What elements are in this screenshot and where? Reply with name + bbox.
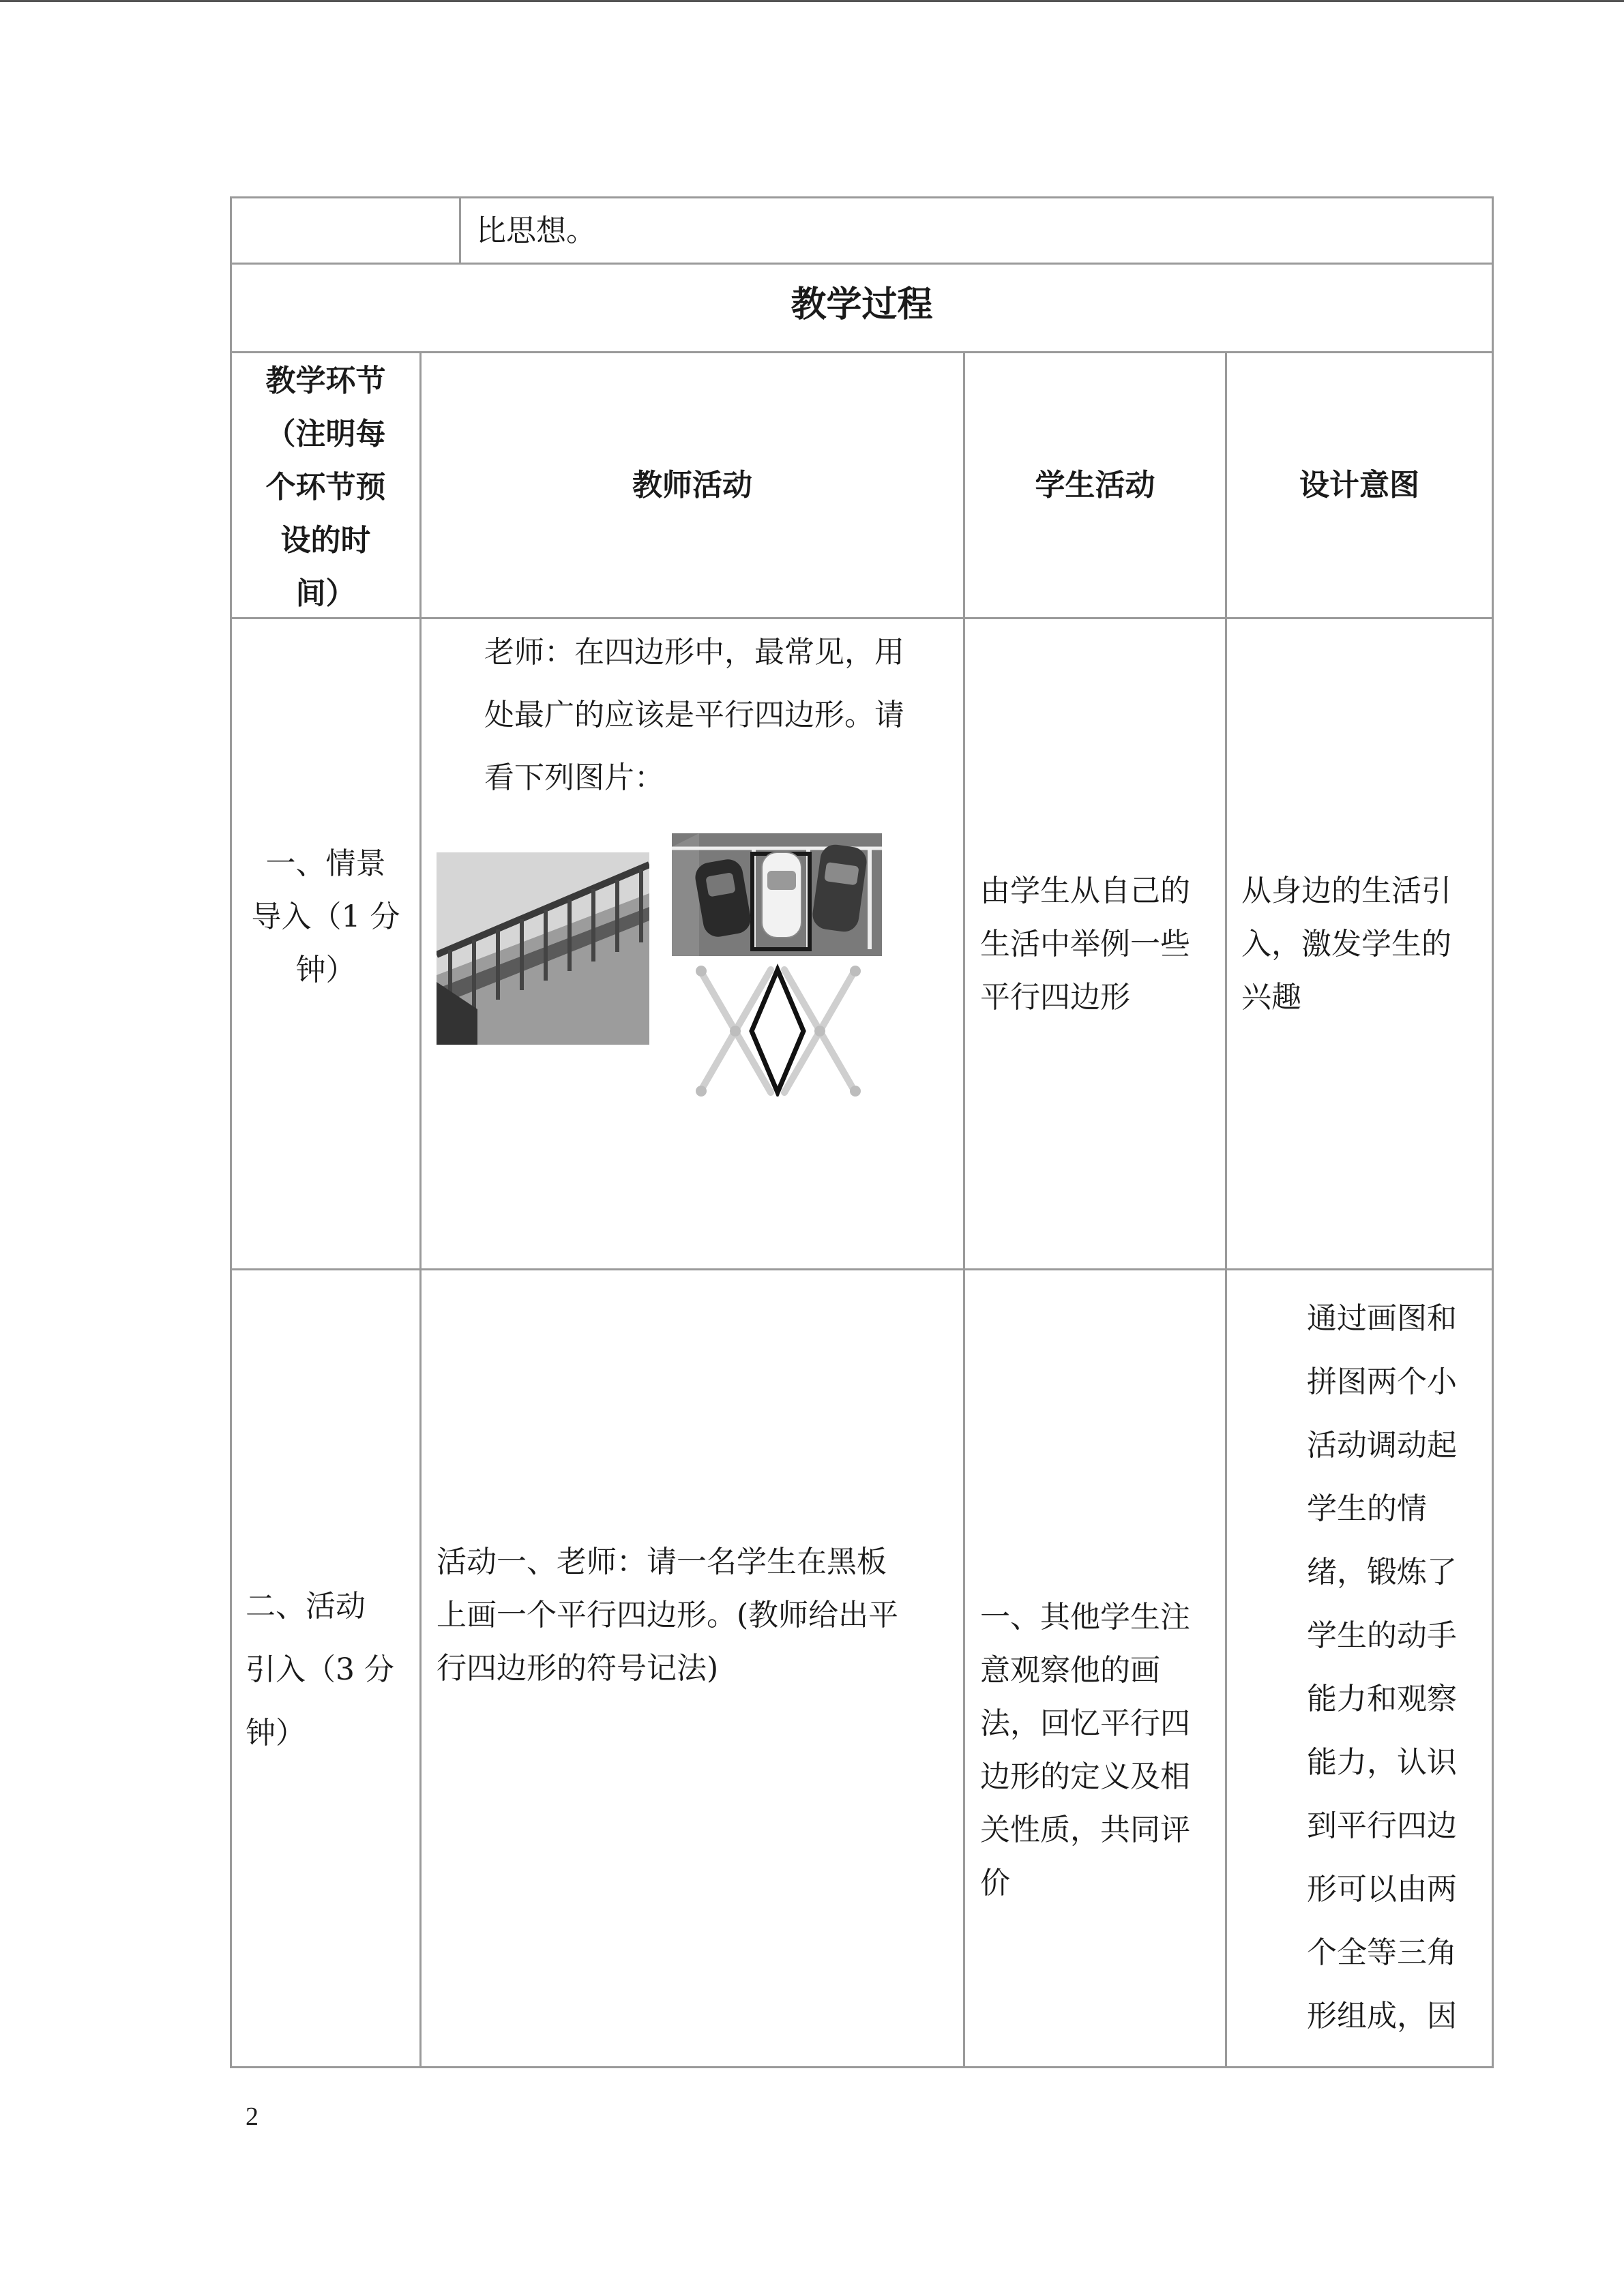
row1-stage-line: 导入（1 分	[251, 899, 400, 934]
row2-stage-line: 引入（3 分	[246, 1652, 394, 1687]
row2-intent-line: 学生的动手	[1307, 1618, 1457, 1653]
row2-stage-line: 二、活动	[246, 1589, 366, 1624]
row2-student-line: 意观察他的画	[980, 1653, 1160, 1688]
row2-student-line: 一、其他学生注	[980, 1600, 1190, 1635]
row2-student-line: 法，回忆平行四	[980, 1706, 1190, 1741]
row1-student-line: 生活中举例一些	[980, 927, 1190, 961]
row2-student-line: 边形的定义及相	[980, 1759, 1190, 1794]
row2-intent-line: 绪，锻炼了	[1307, 1555, 1457, 1590]
row2-intent-line: 能力和观察	[1307, 1682, 1457, 1716]
row2-student-line: 价	[980, 1866, 1010, 1900]
staircase-railing-photo	[437, 852, 649, 1045]
page-number: 2	[246, 2102, 259, 2131]
row2-intent-line: 能力，认识	[1307, 1745, 1457, 1780]
page-top-border	[0, 0, 1624, 2]
row2-intent-line: 个全等三角	[1307, 1935, 1457, 1970]
row1-intent-line: 兴趣	[1241, 980, 1301, 1015]
row1-intent-line: 从身边的生活引	[1241, 874, 1451, 908]
row1-stage-line: 一、情景	[265, 846, 386, 881]
row1-intent-line: 入，激发学生的	[1241, 927, 1451, 961]
row2-intent-line: 活动调动起	[1307, 1428, 1457, 1463]
row2-teacher-line: 活动一、老师：请一名学生在黑板	[437, 1545, 887, 1579]
expandable-lattice-photo	[694, 963, 861, 1097]
row2-teacher-line: 上画一个平行四边形。(教师给出平	[437, 1598, 899, 1632]
row1-teacher-line: 处最广的应该是平行四边形。请	[484, 698, 904, 732]
row1-stage-line: 钟）	[295, 953, 356, 987]
row1-student-line: 平行四边形	[980, 980, 1130, 1015]
header-stage-line: 教学环节	[265, 363, 386, 398]
section-title: 教学过程	[791, 284, 933, 325]
row2-intent-line: 通过画图和	[1307, 1301, 1457, 1336]
row2-intent-line: 拼图两个小	[1307, 1365, 1457, 1399]
row2-intent-line: 形可以由两	[1307, 1872, 1457, 1907]
row2-stage-line: 钟）	[246, 1716, 306, 1750]
row2-student-line: 关性质，共同评	[980, 1813, 1190, 1847]
row2-intent-line: 学生的情	[1307, 1491, 1427, 1526]
parked-cars-photo	[672, 833, 882, 956]
row1-teacher-line: 老师：在四边形中，最常见，用	[484, 635, 904, 670]
row2-intent-line: 到平行四边	[1307, 1808, 1457, 1843]
header-stage-line: 间）	[295, 576, 356, 611]
row1-teacher-line: 看下列图片：	[484, 760, 664, 795]
header-stage-line: 个环节预	[265, 470, 386, 505]
header-student: 学生活动	[1035, 468, 1155, 503]
header-intent: 设计意图	[1299, 468, 1419, 503]
header-stage-line: 设的时	[280, 523, 371, 558]
row2-intent-line: 形组成，因	[1307, 1999, 1457, 2033]
header-teacher: 教师活动	[632, 468, 752, 503]
header-stage-line: （注明每	[265, 417, 386, 451]
row2-teacher-line: 行四边形的符号记法)	[437, 1651, 719, 1686]
row1-student-line: 由学生从自己的	[980, 874, 1190, 908]
top-row-text: 比思想。	[476, 213, 596, 248]
